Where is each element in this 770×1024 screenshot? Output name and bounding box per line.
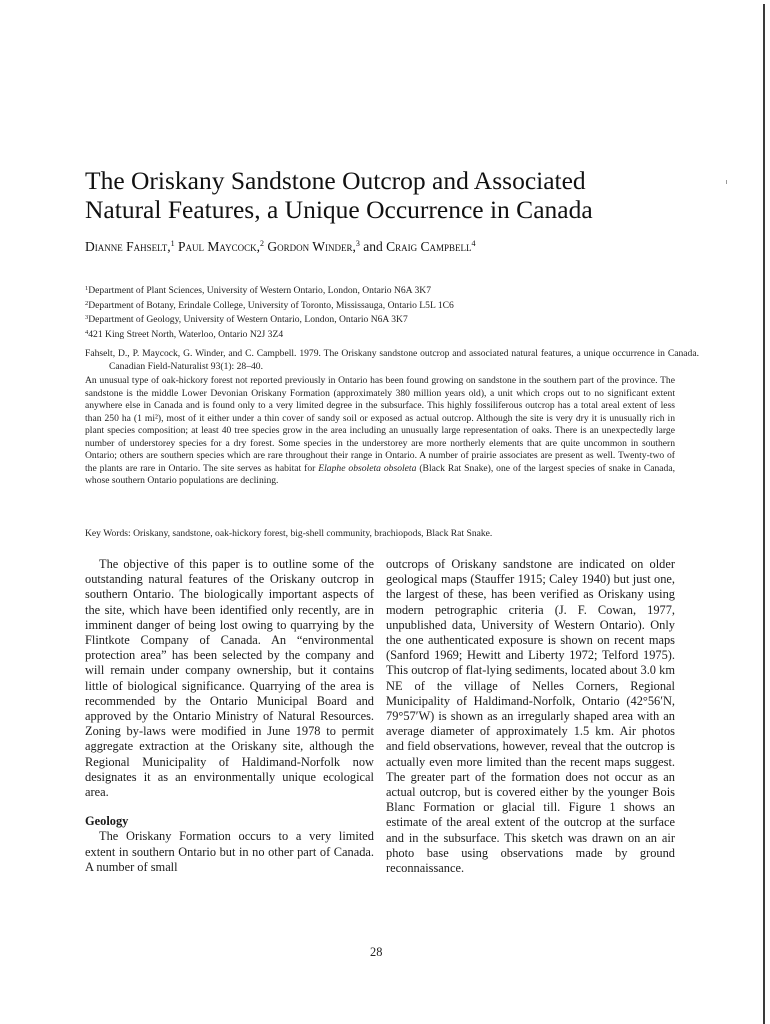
affiliation-item: [85, 327, 685, 342]
author-name: Paul Maycock,: [178, 239, 260, 254]
affiliation-item: [85, 283, 685, 298]
geology-paragraph-continued: outcrops of Oriskany sandstone are indicated on older geological maps (Stauffer 1915; Caley 1940) but just one, the largest of these, has been verified as Oriskany using modern petrographic criteria (J. F. Cowan, 1977, unpublished data, University of Western Ontario). Only the one authenticated exposure is shown on recent maps (Sanford 1969; Hewitt and Liberty 1972; Telford 1975). This outcrop of flat-lying sediments, located about 3.0 km NE of the village of Nelles Corners, Regional Municipality of Haldimand-Norfolk, Ontario (42°56′N, 79°57′W) is shown as an irregularly shaped area with an average diameter of approximately 1.5 km. Air photos and field observations, however, reveal that the outcrop is actually even more limited than the recent maps suggest. The greater part of the formation does not occur as an actual outcrop, but is covered either by the younger Bois Blanc Formation or glacial till. Figure 1 shows an estimate of the areal extent of the outcrop at the surface and in the subsurface. This sketch was drawn on an air photo base using observations made by ground reconnaissance.: [386, 557, 675, 876]
body-column-right: [386, 557, 675, 876]
intro-paragraph: The objective of this paper is to outline some of the outstanding natural features of the Oriskany outcrop in southern Ontario. The biologically important aspects of the site, which have been identified only recently, are in imminent danger of being lost owing to quarrying by the Flintkote Company of Canada. An “environmental protection area” has been selected by the company and will remain under company ownership, but it contains little of biological significance. Quarrying of the area is recommended by the Ontario Municipal Board and approved by the Ontario Ministry of Natural Resources. Zoning by-laws were modified in June 1978 to permit aggregate extraction at the Oriskany site, although the Regional Municipality of Haldimand-Norfolk now designates it as an environmentally unique ecological area.: [85, 557, 374, 800]
abstract-text: An unusual type of oak-hickory forest not reported previously in Ontario has been found growing on sandstone in the southern part of the province. The sandstone is the middle Lower Devonian Oriskany Formation (approximately 380 million years old), a unit which crops out to no significant extent anywhere else in Canada and is found only to a very limited degree in the subsurface. This highly fossiliferous outcrop has a total areal extent of less than 250 ha (1 mi²), most of it either under a thin cover of sandy soil or exposed as actual outcrop. Although the site is very dry it is unusually rich in plant species composition; at least 40 tree species grow in the area including an unusually large representation of oaks. There is an unexpectedly large number of understorey species for a dry forest. Some species in the understorey are more northerly elements that are quite uncommon in southern Ontario; others are southern species which are rare throughout their range in Ontario. A number of prairie associates are present as well. Twenty-two of the plants are rare in Ontario. The site serves as habitat for: [85, 375, 675, 474]
citation: Fahselt, D., P. Maycock, G. Winder, and C. Campbell. 1979. The Oriskany sandstone outcrop and associated natural features, a unique occurrence in Canada. Canadian Field-Naturalist 93(1): 28–40.: [85, 348, 699, 372]
keywords: Key Words: Oriskany, sandstone, oak-hickory forest, big-shell community, brachiopods, Black Rat Snake.: [85, 528, 493, 539]
affiliation-sup: 4: [85, 328, 89, 336]
affiliation-text: Department of Geology, University of Western Ontario, London, Ontario N6A 3K7: [88, 314, 408, 325]
author-conjunction: and: [363, 239, 383, 254]
section-heading-geology: Geology: [85, 814, 129, 829]
affiliations: [85, 283, 685, 341]
author-sup: 4: [471, 239, 476, 248]
species-name: Elaphe obsoleta obsoleta: [318, 462, 417, 474]
author-name: Craig Campbell: [386, 239, 472, 254]
abstract: [85, 375, 675, 488]
author-sup: 2: [259, 239, 264, 248]
affiliation-item: [85, 298, 685, 313]
author-name: Dianne Fahselt,: [85, 239, 171, 254]
title-line-1: The Oriskany Sandstone Outcrop and Associated: [85, 166, 586, 195]
abstract-text: (Black Rat Snake), one of the largest species of snake in Canada, whose southern Ontario populations are declining.: [85, 462, 675, 486]
affiliation-item: [85, 312, 685, 327]
author-sup: 1: [170, 239, 175, 248]
affiliation-text: Department of Botany, Erindale College, University of Toronto, Mississauga, Ontario L5L 1C6: [88, 299, 454, 311]
page-number: 28: [370, 945, 383, 959]
affiliation-sup: 3: [85, 314, 89, 321]
affiliation-sup: 1: [85, 285, 89, 292]
body-column-left: [85, 557, 374, 875]
affiliation-text: Department of Plant Sciences, University of Western Ontario, London, Ontario N6A 3K7: [88, 285, 432, 296]
title-line-2: Natural Features, a Unique Occurrence in Canada: [85, 195, 593, 224]
affiliation-text: 421 King Street North, Waterloo, Ontario N2J 3Z4: [88, 328, 284, 340]
affiliation-sup: 2: [85, 299, 89, 307]
author-list: [85, 236, 705, 255]
author-name: Gordon Winder,: [267, 239, 356, 254]
scan-artifact-mark: [726, 180, 727, 184]
author-sup: 3: [355, 239, 360, 248]
article-title: [85, 166, 705, 224]
geology-paragraph: The Oriskany Formation occurs to a very limited extent in southern Ontario but in no other part of Canada. A number of small: [85, 829, 374, 874]
scan-edge-line: [763, 4, 765, 1024]
